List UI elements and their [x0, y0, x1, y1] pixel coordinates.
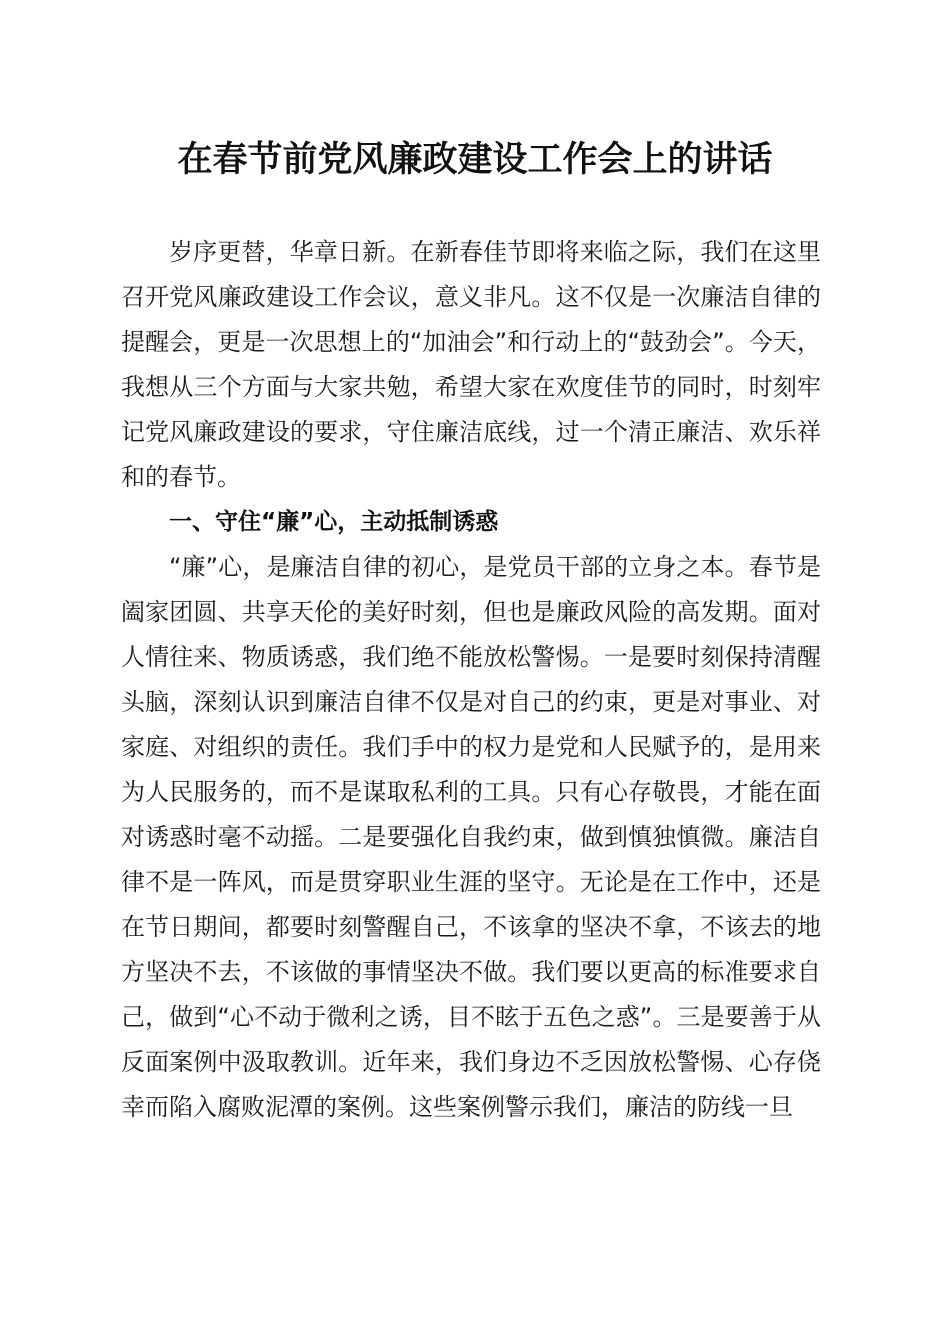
- document-body: [121, 230, 821, 1130]
- document-title: 在春节前党风廉政建设工作会上的讲话: [177, 139, 773, 180]
- intro-paragraph: 岁序更替，华章日新。在新春佳节即将来临之际，我们在这里召开党风廉政建设工作会议，意义非凡。这不仅是一次廉洁自律的提醒会，更是一次思想上的“加油会”和行动上的“鼓劲会”。今天，我想从三个方面与大家共勉，希望大家在欢度佳节的同时，时刻牢记党风廉政建设的要求，守住廉洁底线，过一个清正廉洁、欢乐祥和的春节。: [121, 238, 821, 491]
- section-heading-1: 一、守住“廉”心，主动抵制诱惑: [169, 509, 499, 535]
- section-1-paragraph: “廉”心，是廉洁自律的初心，是党员干部的立身之本。春节是阖家团圆、共享天伦的美好时刻，但也是廉政风险的高发期。面对人情往来、物质诱惑，我们绝不能放松警惕。一是要时刻保持清醒头脑，深刻认识到廉洁自律不仅是对自己的约束，更是对事业、对家庭、对组织的责任。我们手中的权力是党和人民赋予的，是用来为人民服务的，而不是谋取私利的工具。只有心存敬畏，才能在面对诱惑时毫不动摇。二是要强化自我约束，做到慎独慎微。廉洁自律不是一阵风，而是贯穿职业生涯的坚守。无论是在工作中，还是在节日期间，都要时刻警醒自己，不该拿的坚决不拿，不该去的地方坚决不去，不该做的事情坚决不做。我们要以更高的标准要求自己，做到“心不动于微利之诱，目不眩于五色之惑”。三是要善于从反面案例中汲取教训。近年来，我们身边不乏因放松警惕、心存侥幸而陷入腐败泥潭的案例。这些案例警示我们，廉洁的防线一旦: [121, 553, 821, 1121]
